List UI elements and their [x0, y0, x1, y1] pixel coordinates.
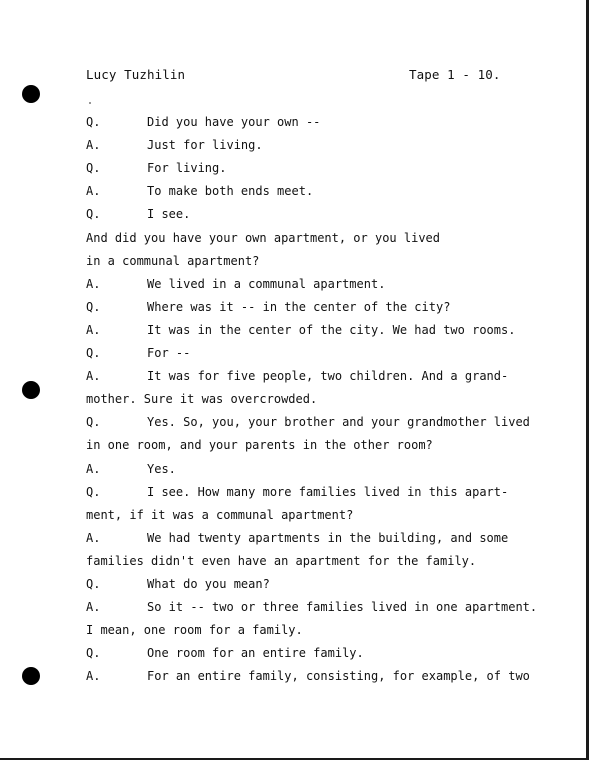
dialogue-text: To make both ends meet.: [147, 184, 314, 198]
speaker-label: Q.: [86, 115, 101, 129]
dialogue-text: What do you mean?: [147, 577, 270, 591]
tape-reference: Tape 1 - 10.: [409, 67, 501, 82]
speaker-label: A.: [86, 531, 101, 545]
punch-hole-bottom: [22, 667, 40, 685]
dialogue-text: Did you have your own --: [147, 115, 321, 129]
continuation-line: in a communal apartment?: [86, 254, 260, 268]
speaker-label: A.: [86, 669, 101, 683]
interviewee-name: Lucy Tuzhilin: [86, 67, 186, 82]
dialogue-text: We had twenty apartments in the building, and some: [147, 531, 509, 545]
speaker-label: A.: [86, 369, 101, 383]
dialogue-text: So it -- two or three families lived in one apartment.: [147, 600, 538, 614]
speaker-label: A.: [86, 323, 101, 337]
speaker-label: Q.: [86, 577, 101, 591]
continuation-line: families didn't even have an apartment for the family.: [86, 554, 477, 568]
continuation-line: ment, if it was a communal apartment?: [86, 508, 354, 522]
dialogue-text: We lived in a communal apartment.: [147, 277, 386, 291]
dialogue-text: Yes. So, you, your brother and your grandmother lived: [147, 415, 530, 429]
speaker-label: A.: [86, 600, 101, 614]
dialogue-text: One room for an entire family.: [147, 646, 364, 660]
continuation-line: I mean, one room for a family.: [86, 623, 303, 637]
dialogue-text: I see.: [147, 207, 191, 221]
speaker-label: A.: [86, 462, 101, 476]
speaker-label: Q.: [86, 161, 101, 175]
speaker-label: Q.: [86, 646, 101, 660]
dialogue-text: Just for living.: [147, 138, 263, 152]
dialogue-text: Where was it -- in the center of the city?: [147, 300, 451, 314]
punch-hole-middle: [22, 381, 40, 399]
dialogue-text: Yes.: [147, 462, 176, 476]
dialogue-text: For living.: [147, 161, 227, 175]
speaker-label: A.: [86, 184, 101, 198]
speaker-label: A.: [86, 277, 101, 291]
punch-hole-top: [22, 85, 40, 103]
speaker-label: Q.: [86, 485, 101, 499]
speaker-label: Q.: [86, 346, 101, 360]
dialogue-text: For an entire family, consisting, for example, of two: [147, 669, 530, 683]
speaker-label: Q.: [86, 415, 101, 429]
dialogue-text: It was in the center of the city. We had two rooms.: [147, 323, 516, 337]
speaker-label: Q.: [86, 207, 101, 221]
continuation-line: And did you have your own apartment, or you lived: [86, 231, 441, 245]
dialogue-text: I see. How many more families lived in this apart-: [147, 485, 509, 499]
speaker-label: A.: [86, 138, 101, 152]
speaker-label: Q.: [86, 300, 101, 314]
paper-speck: [89, 102, 91, 104]
dialogue-text: For --: [147, 346, 191, 360]
continuation-line: in one room, and your parents in the other room?: [86, 438, 433, 452]
continuation-line: mother. Sure it was overcrowded.: [86, 392, 318, 406]
dialogue-text: It was for five people, two children. And a grand-: [147, 369, 509, 383]
